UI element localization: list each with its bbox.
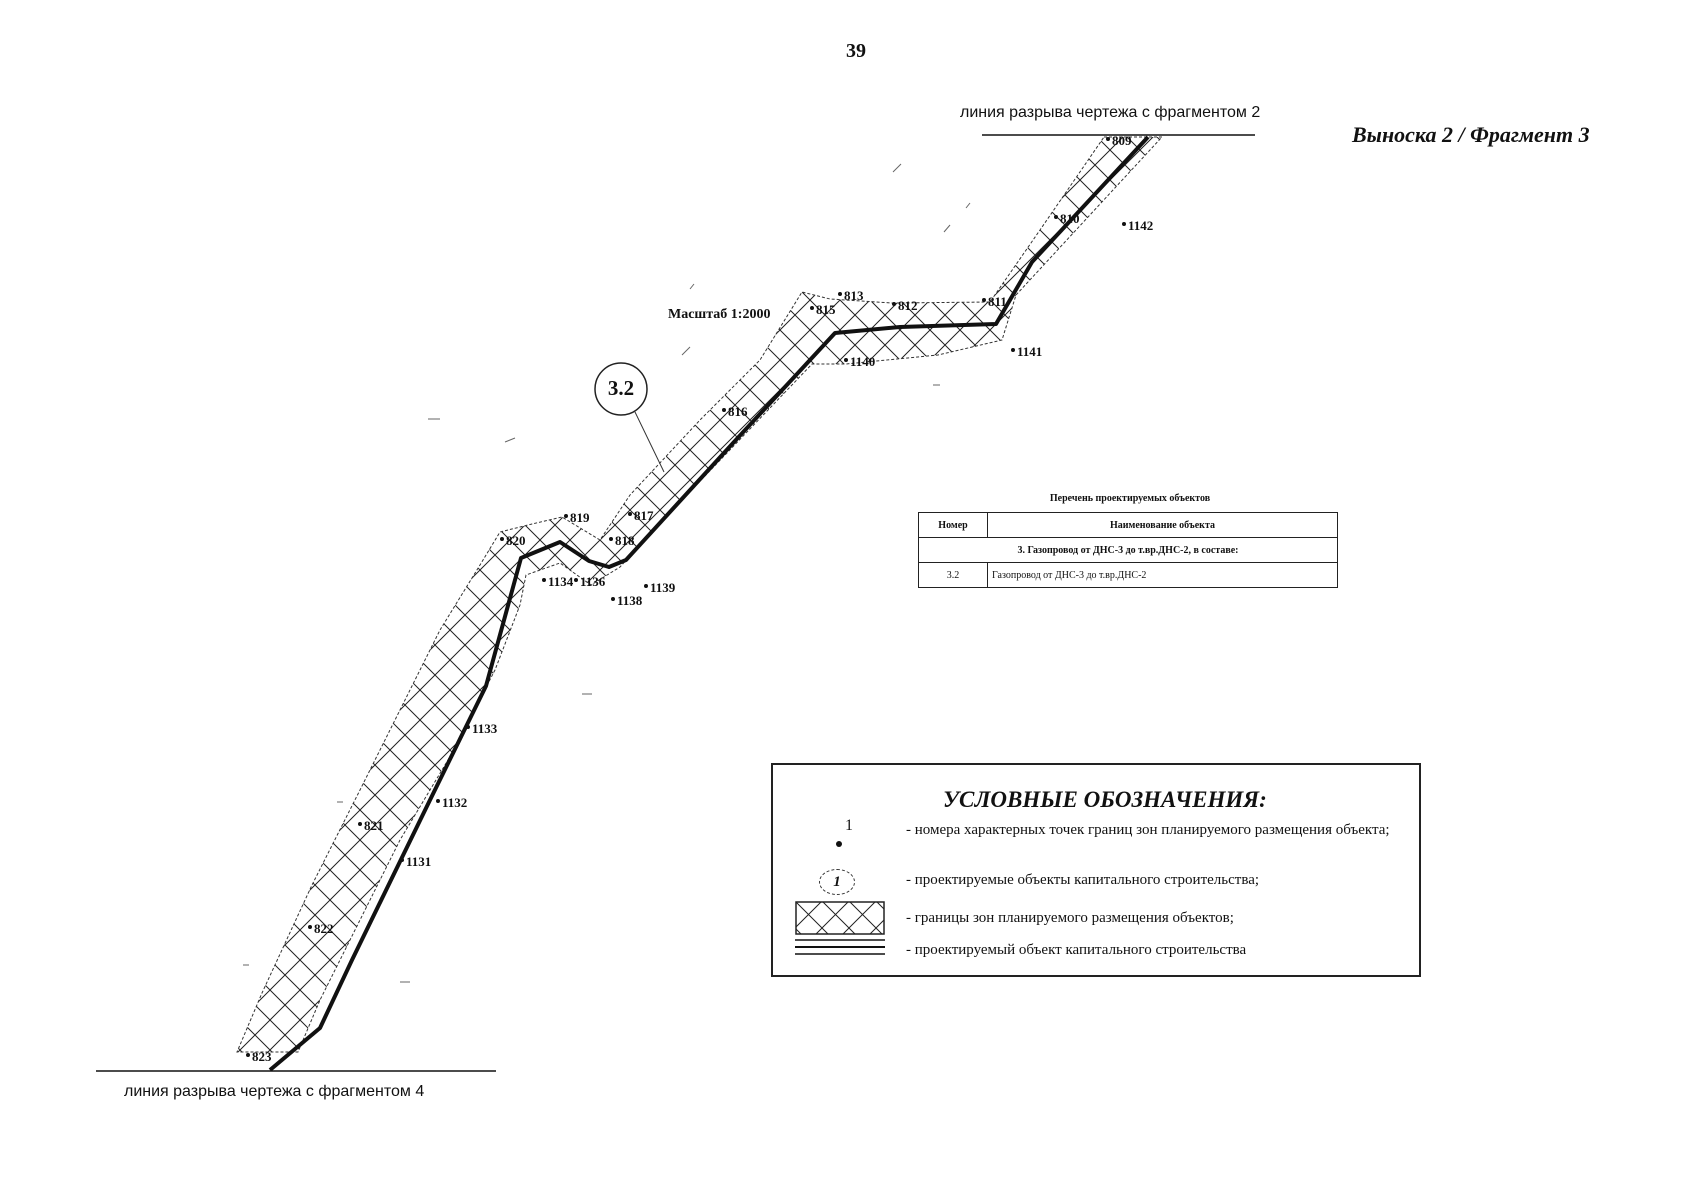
point-dot [611,597,615,601]
legend-item-points: - номера характерных точек границ зон планируемого размещения объекта; [906,822,1390,838]
point-label: 813 [844,288,864,303]
table-row [919,563,1338,588]
point-dot [246,1053,250,1057]
point-label: 1140 [850,354,876,369]
point-dot [400,858,404,862]
legend-point-symbol [831,817,871,853]
point-dot [1054,215,1058,219]
scale-label: Масштаб 1:2000 [668,307,771,322]
legend-point-number: 1 [845,817,853,834]
legend-pipeline-symbol [795,937,885,957]
point-dot [892,302,896,306]
point-label: 1136 [580,574,606,589]
point-label: 821 [364,818,384,833]
page-number: 39 [846,40,866,62]
point-dot [1122,222,1126,226]
callout-leader [635,412,664,472]
point-dot [436,799,440,803]
break-line-bottom-label: линия разрыва чертежа с фрагментом 4 [124,1083,425,1100]
table-header-row [919,513,1338,538]
point-label: 1131 [406,854,432,869]
point-label: 818 [615,533,635,548]
point-dot [308,925,312,929]
point-label: 810 [1060,211,1080,226]
table-group-label: 3. Газопровод от ДНС-3 до т.вр.ДНС-2, в составе: [919,538,1338,563]
point-label: 812 [898,298,918,313]
point-label: 816 [728,404,748,419]
legend-zone-symbol [795,901,885,935]
legend-item-objects: - проектируемые объекты капитального строительства; [906,872,1260,888]
point-dot [838,292,842,296]
point-label: 1139 [650,580,676,595]
point-label: 823 [252,1049,272,1064]
point-dot [564,514,568,518]
callout-title: Выноска 2 / Фрагмент 3 [1352,122,1590,147]
objects-table-caption: Перечень проектируемых объектов [1049,493,1211,504]
legend-item-zones: - границы зон планируемого размещения объектов; [906,910,1234,926]
legend-object-number: 1 [833,874,841,890]
point-label: 811 [988,294,1007,309]
point-dot [574,578,578,582]
point-dot [609,537,613,541]
object-marker-label: 3.2 [607,376,635,400]
point-label: 809 [1112,133,1132,148]
point-dot [982,298,986,302]
table-group-row [919,538,1338,563]
legend [771,763,1421,977]
legend-object-symbol [819,869,855,895]
point-label: 1132 [442,795,468,810]
point-label: 815 [816,302,836,317]
table-cell-number: 3.2 [919,563,988,588]
table-cell-name: Газопровод от ДНС-3 до т.вр.ДНС-2 [988,563,1338,588]
point-dot [810,306,814,310]
point-dot [628,512,632,516]
point-label: 819 [570,510,590,525]
point-dot [542,578,546,582]
point-label: 820 [506,533,526,548]
point-label: 1141 [1017,344,1043,359]
point-dot [844,358,848,362]
point-label: 822 [314,921,334,936]
table-header-number: Номер [919,513,988,538]
legend-item-pipeline: - проектируемый объект капитального строительства [906,942,1247,958]
point-dot [644,584,648,588]
table-header-name: Наименование объекта [988,513,1338,538]
point-dot [466,725,470,729]
point-label: 1134 [548,574,574,589]
point-dot [500,537,504,541]
point-dot-icon [836,841,842,847]
point-label: 1138 [617,593,643,608]
point-dot [1011,348,1015,352]
point-label: 1133 [472,721,498,736]
objects-table [918,512,1338,588]
point-dot [358,822,362,826]
break-line-top-label: линия разрыва чертежа с фрагментом 2 [960,104,1261,121]
legend-title: УСЛОВНЫЕ ОБОЗНАЧЕНИЯ: [943,787,1267,812]
point-dot [1106,137,1110,141]
point-label: 817 [634,508,654,523]
point-label: 1142 [1128,218,1154,233]
point-dot [722,408,726,412]
